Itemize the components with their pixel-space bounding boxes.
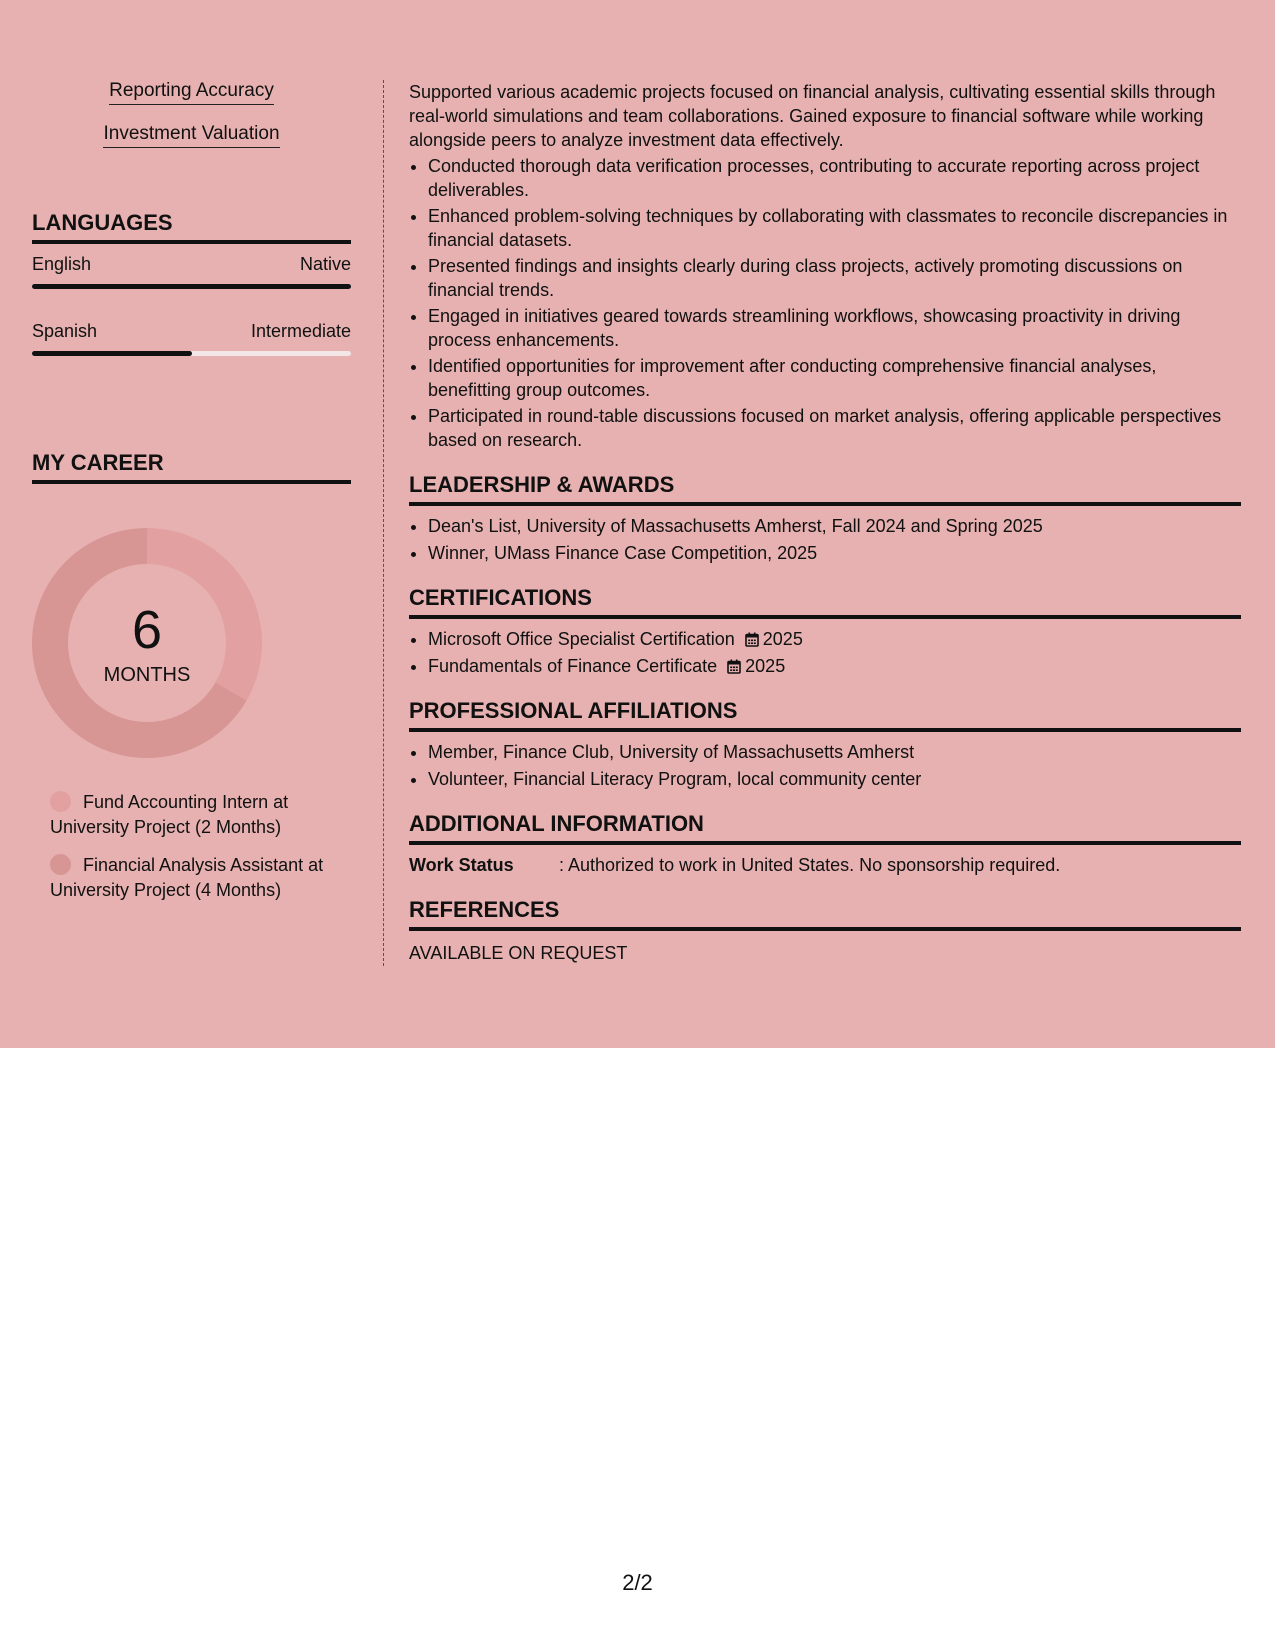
donut-unit: MONTHS [103, 664, 191, 686]
proficiency-track [32, 284, 351, 289]
skill-item: Reporting Accuracy [109, 80, 274, 105]
affiliations-list [409, 740, 1241, 791]
language-row-english [32, 244, 351, 311]
career-legend [50, 790, 330, 916]
list-item: • Identified opportunities for improvement after conducting comprehensive financial analyses, benefitting group outcomes. [428, 354, 1241, 402]
affiliations-heading: PROFESSIONAL AFFILIATIONS [409, 698, 1241, 732]
work-status-value: : Authorized to work in United States. No sponsorship required. [559, 855, 1061, 875]
additional-section [409, 811, 1241, 877]
list-item: • Volunteer, Financial Literacy Program, local community center [428, 767, 1241, 791]
language-row-spanish [32, 311, 351, 378]
legend-label: Fund Accounting Intern at University Project (2 Months) [50, 792, 289, 837]
experience-summary: Supported various academic projects focused on financial analysis, cultivating essential skills through real-world simulations and team collaborations. Gained exposure to financial software while working alongside peers to analyze investment data effectively. [409, 82, 1216, 150]
work-status-label: Work Status [409, 855, 514, 875]
references-heading: REFERENCES [409, 897, 1241, 931]
work-status-row [409, 853, 1241, 877]
certification-name: Microsoft Office Specialist Certification [428, 629, 735, 649]
certification-name: Fundamentals of Finance Certificate [428, 656, 718, 676]
career-heading: MY CAREER [32, 450, 351, 484]
certification-year: 2025 [762, 629, 803, 649]
list-item: • Enhanced problem-solving techniques by collaborating with classmates to reconcile discrepancies in financial datasets. [428, 204, 1241, 252]
certification-year: 2025 [745, 656, 786, 676]
list-item [428, 627, 1241, 651]
skills-list [32, 80, 351, 166]
certifications-list [409, 627, 1241, 678]
proficiency-bar [32, 351, 192, 356]
certifications-section [409, 585, 1241, 678]
career-donut-chart [32, 528, 262, 758]
column-divider [383, 80, 384, 966]
languages-heading: LANGUAGES [32, 210, 351, 244]
career-section [32, 450, 351, 484]
list-item: • Member, Finance Club, University of Massachusetts Amherst [428, 740, 1241, 764]
references-text: AVAILABLE ON REQUEST [409, 943, 628, 963]
language-name: Spanish [32, 321, 98, 341]
calendar-icon [745, 632, 759, 647]
donut-total: 6 [131, 600, 163, 660]
affiliations-section [409, 698, 1241, 791]
proficiency-track [32, 351, 351, 356]
additional-heading: ADDITIONAL INFORMATION [409, 811, 1241, 845]
legend-swatch [50, 791, 71, 812]
calendar-icon [727, 659, 741, 674]
leadership-heading: LEADERSHIP & AWARDS [409, 472, 1241, 506]
list-item: • Engaged in initiatives geared towards streamlining workflows, showcasing proactivity in driving process enhancements. [428, 304, 1241, 352]
references-section [409, 897, 1241, 965]
language-level: Native [299, 254, 351, 274]
list-item: • Winner, UMass Finance Case Competition, 2025 [428, 541, 1241, 565]
language-name: English [32, 254, 92, 274]
skill-item: Investment Valuation [103, 123, 279, 148]
legend-swatch [50, 854, 71, 875]
list-item [428, 654, 1241, 678]
main-column [409, 80, 1241, 965]
list-item: • Participated in round-table discussions focused on market analysis, offering applicable perspectives based on research. [428, 404, 1241, 452]
proficiency-bar [32, 284, 351, 289]
experience-bullets [409, 154, 1241, 452]
list-item: • Presented findings and insights clearly during class projects, actively promoting discussions on financial trends. [428, 254, 1241, 302]
language-level: Intermediate [250, 321, 351, 341]
leadership-section [409, 472, 1241, 565]
list-item: • Conducted thorough data verification processes, contributing to accurate reporting across project deliverables. [428, 154, 1241, 202]
legend-item [50, 790, 330, 840]
legend-label: Financial Analysis Assistant at University Project (4 Months) [50, 855, 324, 900]
leadership-list [409, 514, 1241, 565]
list-item: • Dean's List, University of Massachusetts Amherst, Fall 2024 and Spring 2025 [428, 514, 1241, 538]
languages-section [32, 210, 351, 378]
page-number: 2/2 [622, 1570, 653, 1595]
legend-item [50, 853, 330, 903]
certifications-heading: CERTIFICATIONS [409, 585, 1241, 619]
